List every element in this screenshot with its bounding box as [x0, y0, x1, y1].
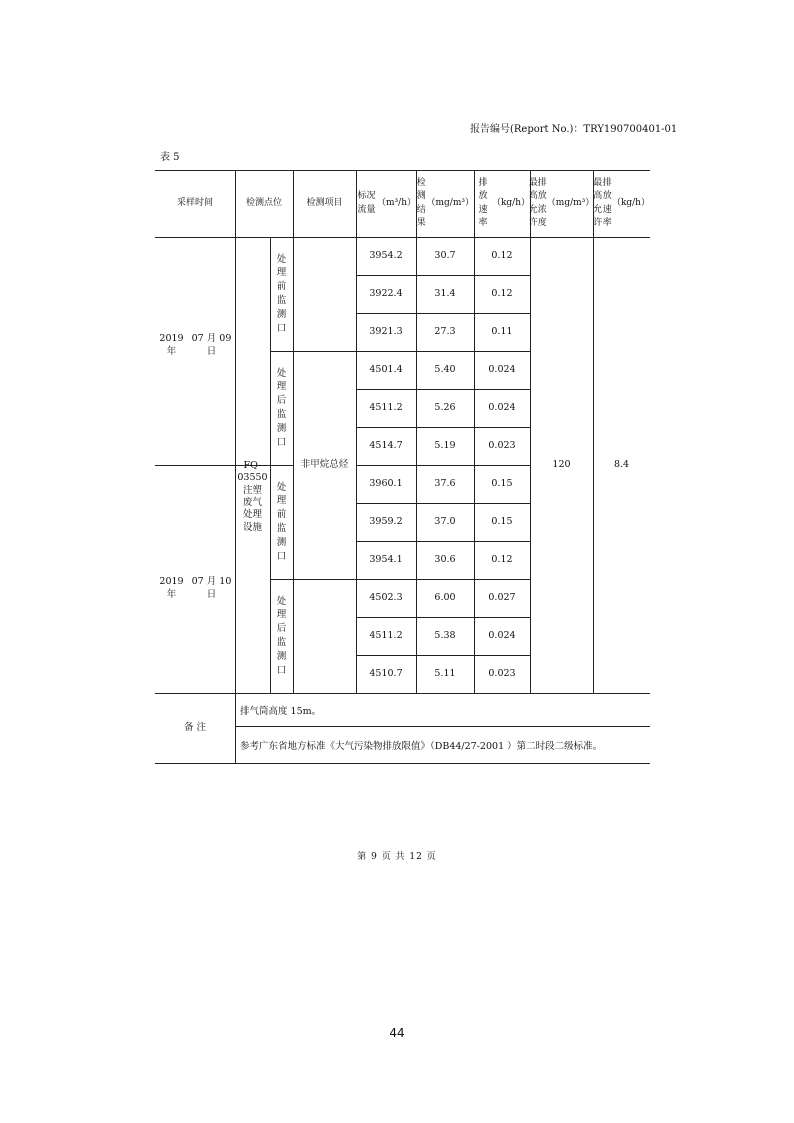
max-rate-value: 8.4	[613, 458, 630, 470]
flow-value: 4510.7	[369, 667, 403, 679]
sub-point-char: 测	[276, 650, 287, 662]
test-item-line: 总烃	[329, 458, 349, 470]
rate-value: 0.024	[488, 629, 516, 641]
facility-line: 处理	[242, 509, 262, 521]
header-flow-line: 标况流量	[357, 191, 376, 215]
sub-point-char: 后	[276, 623, 287, 635]
note-bottom-border	[155, 763, 650, 764]
flow-value: 3959.2	[369, 515, 403, 527]
sub-point-char: 理	[276, 609, 287, 621]
note-column-border	[235, 693, 236, 763]
flow-value: 3954.2	[369, 249, 403, 261]
flow-value: 4511.2	[369, 629, 403, 641]
sub-point-4	[270, 579, 293, 693]
facility-line: 废气	[242, 497, 262, 508]
test-item-line: 非甲烷	[300, 458, 330, 470]
sub-point-char: 口	[276, 664, 287, 676]
sub-point-2	[270, 351, 293, 465]
flow-value: 3922.4	[369, 287, 403, 299]
sub-point-char: 后	[276, 395, 287, 407]
sample-date-line: 2019 年	[159, 333, 184, 357]
sub-point-char: 监	[276, 409, 287, 420]
result-value: 31.4	[434, 287, 456, 299]
header-rate-line: 排放速率	[478, 178, 488, 228]
report-number: 报告编号(Report No.)：TRY190700401-01	[470, 124, 678, 135]
sample-date-line: 2019 年	[159, 576, 184, 600]
header-sample-time: 采样时间	[176, 197, 213, 208]
rate-value: 0.15	[491, 477, 513, 489]
header-max-conc	[530, 170, 593, 237]
sub-point-char: 口	[276, 550, 287, 562]
sub-point-char: 测	[276, 422, 287, 434]
remarks-label: 备 注	[183, 721, 207, 733]
result-value: 5.38	[434, 629, 456, 641]
facility-line: 注塑	[242, 484, 262, 496]
header-max-rate	[593, 170, 650, 237]
table-label: 表 5	[160, 152, 180, 163]
rate-value: 0.023	[488, 667, 516, 679]
rate-value: 0.12	[491, 287, 513, 299]
page-number: 44	[389, 1026, 405, 1040]
header-flow-line: （m³/h）	[377, 197, 416, 208]
sub-point-char: 理	[276, 381, 287, 393]
result-value: 5.26	[434, 401, 456, 413]
flow-value: 4514.7	[369, 439, 403, 451]
header-test-point: 检测点位	[245, 197, 282, 208]
sub-point-1	[270, 237, 293, 351]
flow-value: 4502.3	[369, 591, 403, 603]
sub-point-char: 口	[276, 436, 287, 448]
header-max-conc-line: 排放浓度	[537, 178, 547, 228]
sub-point-char: 测	[276, 308, 287, 320]
result-value: 30.7	[434, 249, 456, 261]
facility-line: FQ-	[243, 459, 262, 471]
flow-value: 3960.1	[369, 477, 403, 489]
sub-point-char: 监	[276, 637, 287, 648]
test-item	[293, 237, 356, 693]
result-value: 30.6	[434, 553, 456, 565]
sub-point-3	[270, 465, 293, 579]
rate-value: 0.024	[488, 401, 516, 413]
rate-value: 0.15	[491, 515, 513, 527]
header-max-rate-line: 最高允许	[593, 178, 603, 228]
result-value: 5.11	[434, 667, 456, 679]
sub-point-char: 测	[276, 536, 287, 548]
header-test-item: 检测项目	[306, 197, 343, 208]
result-value: 37.0	[434, 515, 456, 527]
header-flow	[356, 170, 416, 237]
max-conc-value: 120	[552, 458, 571, 470]
sub-point-char: 理	[276, 267, 287, 279]
facility-line: 03550	[237, 472, 268, 484]
rate-value: 0.027	[488, 591, 516, 603]
flow-value: 4511.2	[369, 401, 403, 413]
sub-point-char: 监	[276, 523, 287, 534]
page-footer: 第 9 页 共 12 页	[357, 852, 437, 862]
header-max-conc-line: （mg/m³）	[546, 197, 595, 208]
sub-point-char: 前	[276, 509, 287, 521]
flow-value: 3921.3	[369, 325, 403, 337]
rate-value: 0.11	[491, 325, 513, 337]
sub-point-char: 理	[276, 495, 287, 507]
sub-point-char: 口	[276, 322, 287, 334]
flow-value: 3954.1	[369, 553, 403, 565]
header-result-line: （mg/m³）	[426, 197, 474, 208]
sample-date-line: 07 月 10 日	[191, 576, 232, 600]
result-value: 27.3	[434, 325, 456, 337]
remarks-line-1: 排气筒高度 15m。	[240, 706, 322, 717]
sample-date-line: 07 月 09 日	[191, 333, 232, 357]
rate-value: 0.12	[491, 553, 513, 565]
header-max-rate-line: 排放速率	[602, 178, 612, 228]
header-max-rate-line: （kg/h）	[611, 197, 650, 208]
result-value: 37.6	[434, 477, 456, 489]
header-rate	[474, 170, 530, 237]
result-value: 5.19	[434, 439, 456, 451]
sample-date-2	[155, 465, 235, 713]
sub-point-char: 处	[276, 595, 287, 607]
sub-point-char: 处	[276, 481, 287, 493]
sub-point-char: 处	[276, 367, 287, 379]
facility-name	[235, 337, 270, 657]
rate-value: 0.024	[488, 363, 516, 375]
header-result	[416, 170, 474, 237]
flow-value: 4501.4	[369, 363, 403, 375]
facility-line: 设施	[242, 521, 262, 533]
rate-value: 0.12	[491, 249, 513, 261]
rate-value: 0.023	[488, 439, 516, 451]
sub-point-char: 处	[276, 253, 287, 265]
result-value: 5.40	[434, 363, 456, 375]
header-max-conc-line: 最高允许	[528, 178, 538, 228]
sub-point-char: 前	[276, 281, 287, 293]
header-rate-line: （kg/h）	[491, 197, 530, 208]
sub-point-char: 监	[276, 295, 287, 306]
result-value: 6.00	[434, 591, 456, 603]
remarks-line-2: 参考广东省地方标准《大气污染物排放限值》（DB44/27-2001 ）第二时段二级标准。	[240, 740, 603, 752]
header-result-line: 检测结果	[416, 178, 426, 228]
sample-date-1	[155, 237, 235, 455]
